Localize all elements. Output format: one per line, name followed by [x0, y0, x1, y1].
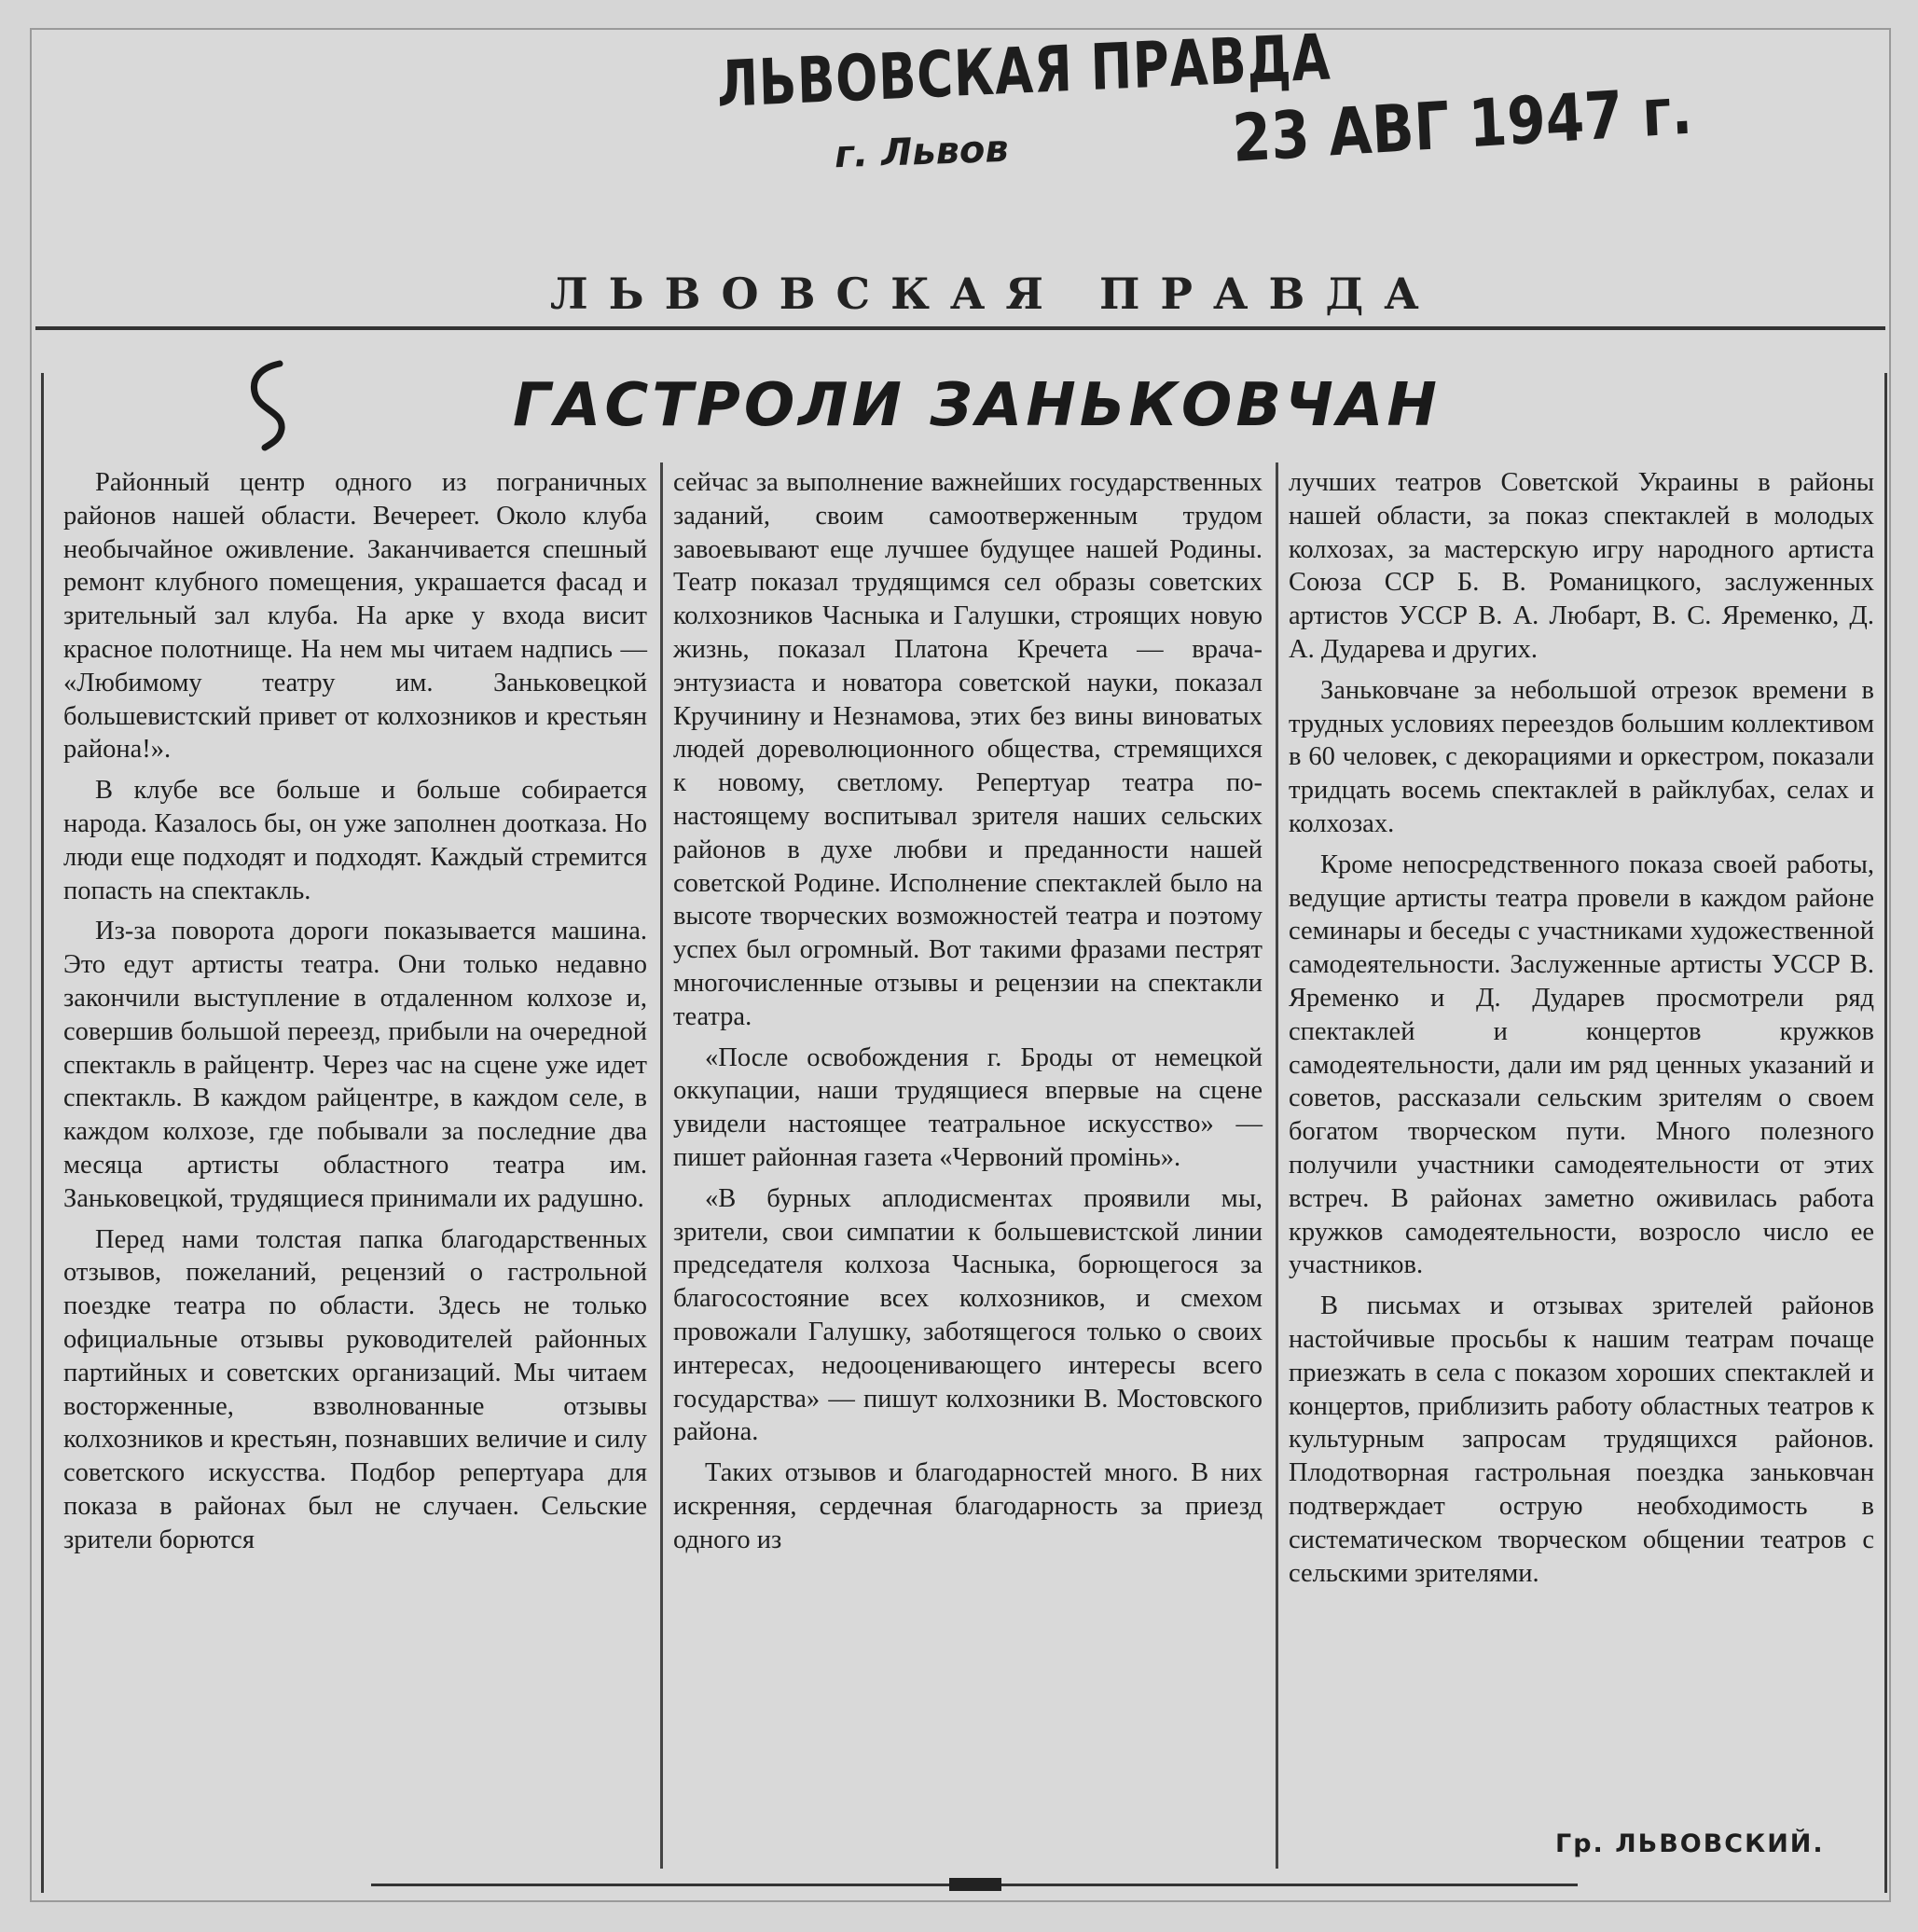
- author-signature: Гр. ЛЬВОВСКИЙ.: [1555, 1829, 1825, 1858]
- stamp-newspaper-name: ЛЬВОВСКАЯ ПРАВДА: [716, 21, 1332, 122]
- column-divider: [1276, 462, 1278, 1869]
- paragraph: В письмах и отзывах зрителей районов настойчивые просьбы к нашим театрам почаще приезжать в села с показом хороших спектаклей и концертов, приблизить работу областных театров к культурным запросам трудящихся районов. Плодотворная гастрольная поездка заньковчан подтверждает острую необходимость в систематическом творческом общении театров с сельскими зрителями.: [1289, 1291, 1874, 1588]
- paragraph: «После освобождения г. Броды от немецкой оккупации, наши трудящиеся впервые на сцене увидели настоящее театральное искусство» — пишет районная газета «Червоний промінь».: [673, 1042, 1263, 1172]
- paragraph: Районный центр одного из пограничных районов нашей области. Вечереет. Около клуба необычайное оживление. Заканчивается спешный ремонт клубного помещения, украшается фасад и зрительный зал клуба. На арке у входа висит красное полотнище. На нем мы читаем надпись — «Любимому театру им. Заньковецкой большевистский привет от колхозников и крестьян района!».: [63, 468, 647, 765]
- article-headline: ГАСТРОЛИ ЗАНЬКОВЧАН: [513, 371, 1441, 440]
- handwritten-mark-icon: [242, 358, 298, 451]
- paragraph: Заньковчане за небольшой отрезок времени в трудных условиях переездов большим коллективом в 60 человек, с декорациями и оркестром, показали тридцать восемь спектаклей в райклубах, селах и колхозах.: [1289, 675, 1874, 838]
- bottom-ornament: [949, 1878, 1001, 1891]
- paragraph: Кроме непосредственного показа своей работы, ведущие артисты театра провели в каждом районе семинары и беседы с участниками художественной самодеятельности. Заслуженные артисты УССР В. Яременко и Д. Дударев просмотрели ряд спектаклей и концертов кружков самодеятельности, дали им ряд ценных указаний и советов, рассказали сельским зрителям о своем богатом творческом пути. Много полезного получили участники самодеятельности от этих встреч. В районах заметно оживилась работа кружков самодеятельности, возросло число ее участников.: [1289, 849, 1874, 1280]
- paragraph: лучших театров Советской Украины в районы нашей области, за показ спектаклей в молодых колхозах, за мастерскую игру народного артиста Союза ССР Б. В. Романицкого, заслуженных артистов УССР В. А. Любарт, В. С. Яременко, Д. А. Дударева и других.: [1289, 468, 1874, 664]
- masthead-rule: [35, 326, 1885, 330]
- stamp-city: г. Львов: [834, 127, 1010, 177]
- paragraph: В клубе все больше и больше собирается народа. Казалось бы, он уже заполнен доотказа. Но люди еще подходят и подходят. Каждый стремится попасть на спектакль.: [63, 776, 647, 905]
- column-divider: [660, 462, 663, 1869]
- article-column-1: [63, 466, 647, 1557]
- paragraph: «В бурных аплодисментах проявили мы, зрители, свои симпатии к большевистской линии председателя колхоза Часныка, борющегося за благосостояние всех колхозников, и смехом провожали Галушку, заботящегося только о своих интересах, недооценивающего интересы всего государства» — пишут колхозники В. Мостовского района.: [673, 1183, 1263, 1447]
- article-column-2: [673, 466, 1263, 1557]
- masthead: ЛЬВОВСКАЯ ПРАВДА: [550, 269, 1440, 319]
- paragraph: Перед нами толстая папка благодарственных отзывов, пожеланий, рецензий о гастрольной поездке театра по области. Здесь не только официальные отзывы руководителей районных партийных и советских организаций. Мы читаем восторженные, взволнованные отзывы колхозников и крестьян, познавших величие и силу советского искусства. Подбор репертуара для показа в районах был не случаен. Сельские зрители борются: [63, 1224, 647, 1554]
- article-column-3: [1289, 466, 1874, 1590]
- paragraph: Таких отзывов и благодарностей много. В них искренняя, сердечная благодарность за приезд одного из: [673, 1458, 1263, 1554]
- paragraph: Из-за поворота дороги показывается машина. Это едут артисты театра. Они только недавно закончили выступление в отдаленном колхозе и, совершив большой переезд, прибыли на очередной спектакль в райцентр. Через час на сцене уже идет спектакль. В каждом райцентре, в каждом селе, в каждом колхозе, где побывали за последние два месяца артисты областного театра им. Заньковецкой, трудящиеся принимали их радушно.: [63, 917, 647, 1213]
- stamp-date: 23 АВГ 1947 г.: [1231, 72, 1694, 177]
- paragraph: сейчас за выполнение важнейших государственных заданий, своим самоотверженным трудом завоевывают еще лучшее будущее нашей Родины. Театр показал трудящимся сел образы советских колхозников Часныка и Галушки, строящих новую жизнь, показал Платона Кречета — врача-энтузиаста и новатора советской науки, показал Кручинину и Незнамова, этих без вины виноватых людей дореволюционного общества, стремящихся к новому, светлому. Репертуар театра по-настоящему воспитывал зрителя наших сельских районов в духе любви и преданности нашей советской Родине. Исполнение спектаклей было на высоте творческих возможностей театра и поэтому успех был огромный. Вот такими фразами пестрят многочисленные отзывы и рецензии на спектакли театра.: [673, 468, 1263, 1031]
